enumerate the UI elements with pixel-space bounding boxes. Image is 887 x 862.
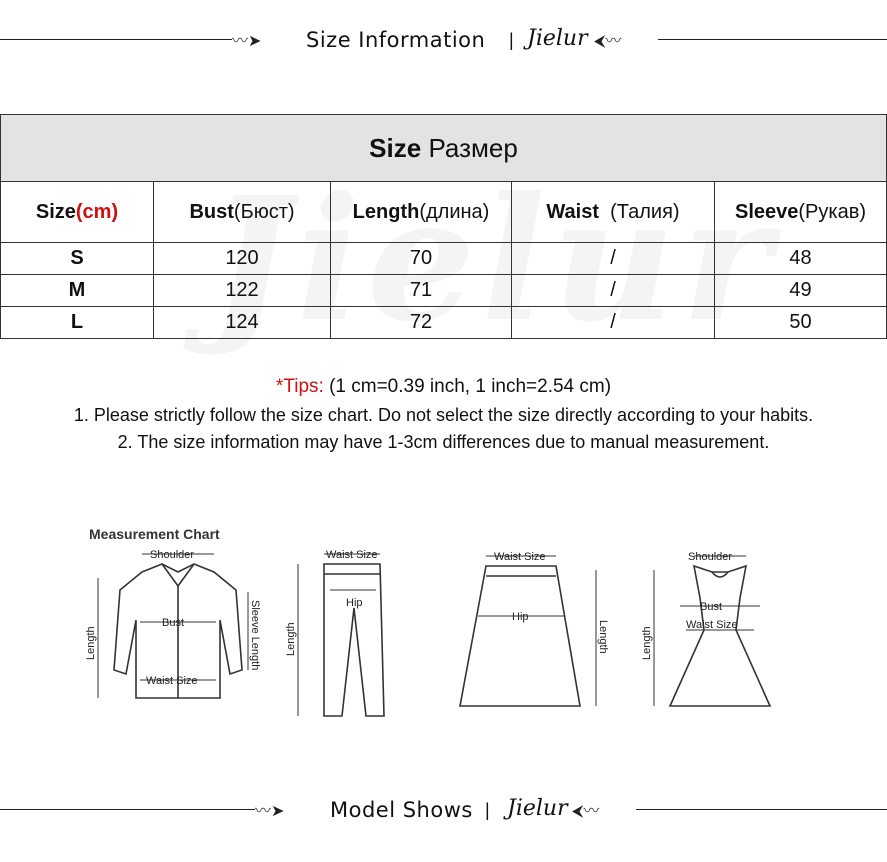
cell-size: L xyxy=(1,307,154,339)
cell-size: S xyxy=(1,243,154,275)
measurement-illustrations xyxy=(80,520,840,730)
table-heading-row xyxy=(1,115,887,182)
tips-line xyxy=(0,376,887,398)
col-translation: (Бюст) xyxy=(233,200,295,223)
measurement-chart-title: Measurement Chart xyxy=(89,526,220,542)
table-heading xyxy=(1,115,887,182)
column-header-waist xyxy=(512,182,715,243)
cell-sleeve: 48 xyxy=(715,243,887,275)
dress-bust-label: Bust xyxy=(700,601,723,613)
col-label: Bust xyxy=(189,200,234,223)
divider-line-left xyxy=(0,809,255,810)
skirt-length-label: Length xyxy=(597,620,609,654)
tips-conversion: (1 cm=0.39 inch, 1 inch=2.54 cm) xyxy=(323,376,612,397)
divider-line-right xyxy=(636,809,887,810)
col-label: Sleeve xyxy=(735,200,799,223)
swirl-right-icon: ⮜〰 xyxy=(594,33,622,50)
size-information-divider xyxy=(0,20,887,60)
swirl-left-icon: 〰➤ xyxy=(232,33,262,50)
shirt-sleeve-label: Sleeve Length xyxy=(249,600,261,671)
cell-length: 70 xyxy=(331,243,512,275)
brand-logo: Jielur xyxy=(527,26,588,51)
swirl-left-icon: 〰➤ xyxy=(255,803,285,820)
divider-line-left xyxy=(0,39,232,40)
tips-label: *Tips: xyxy=(275,376,324,397)
cell-bust: 124 xyxy=(154,307,331,339)
col-translation: (Талия) xyxy=(599,200,680,223)
pants-hip-label: Hip xyxy=(346,597,363,609)
cell-bust: 122 xyxy=(154,275,331,307)
col-label: Length xyxy=(352,200,420,223)
pants-illustration xyxy=(298,554,384,716)
shirt-waist-label: Waist Size xyxy=(146,675,198,687)
pants-waist-label: Waist Size xyxy=(326,549,378,561)
column-header-row xyxy=(1,182,887,243)
shirt-shoulder-label: Shoulder xyxy=(150,549,195,561)
col-translation: (длина) xyxy=(419,200,490,223)
title-separator: | xyxy=(509,30,514,50)
dress-illustration xyxy=(654,556,770,706)
pants-length-label: Length xyxy=(285,622,297,656)
size-table xyxy=(0,114,887,339)
skirt-waist-label: Waist Size xyxy=(494,551,546,563)
title-separator: | xyxy=(485,800,490,820)
col-unit: (cm) xyxy=(75,200,119,223)
table-heading-russian: Размер xyxy=(428,132,518,163)
column-header-length xyxy=(331,182,512,243)
cell-waist: / xyxy=(512,307,715,339)
brand-logo: Jielur xyxy=(507,796,568,821)
shirt-length-label: Length xyxy=(85,626,97,660)
col-translation: (Рукав) xyxy=(798,200,866,223)
skirt-illustration xyxy=(460,556,596,706)
dress-length-label: Length xyxy=(641,626,653,660)
tips-note-2: 2. The size information may have 1-3cm differences due to manual measurement. xyxy=(117,432,770,452)
table-row xyxy=(1,275,887,307)
cell-waist: / xyxy=(512,243,715,275)
cell-sleeve: 50 xyxy=(715,307,887,339)
column-header-bust xyxy=(154,182,331,243)
measurement-chart xyxy=(80,520,840,730)
section-title: Model Shows xyxy=(330,798,473,822)
cell-length: 72 xyxy=(331,307,512,339)
table-row xyxy=(1,307,887,339)
table-row xyxy=(1,243,887,275)
column-header-size xyxy=(1,182,154,243)
shirt-bust-label: Bust xyxy=(162,617,185,629)
cell-sleeve: 49 xyxy=(715,275,887,307)
cell-size: M xyxy=(1,275,154,307)
col-label: Size xyxy=(35,200,76,223)
cell-length: 71 xyxy=(331,275,512,307)
divider-line-right xyxy=(658,39,887,40)
dress-shoulder-label: Shoulder xyxy=(688,551,733,563)
section-title: Size Information xyxy=(306,28,486,52)
table-heading-bold: Size xyxy=(369,132,422,163)
dress-waist-label: Waist Size xyxy=(686,619,738,631)
column-header-sleeve xyxy=(715,182,887,243)
tips-note-1: 1. Please strictly follow the size chart. Do not select the size directly according to your habits. xyxy=(73,405,814,425)
cell-bust: 120 xyxy=(154,243,331,275)
swirl-right-icon: ⮜〰 xyxy=(572,803,600,820)
skirt-hip-label: Hip xyxy=(512,611,529,623)
col-label: Waist xyxy=(546,200,600,223)
model-shows-divider xyxy=(0,790,887,830)
cell-waist: / xyxy=(512,275,715,307)
